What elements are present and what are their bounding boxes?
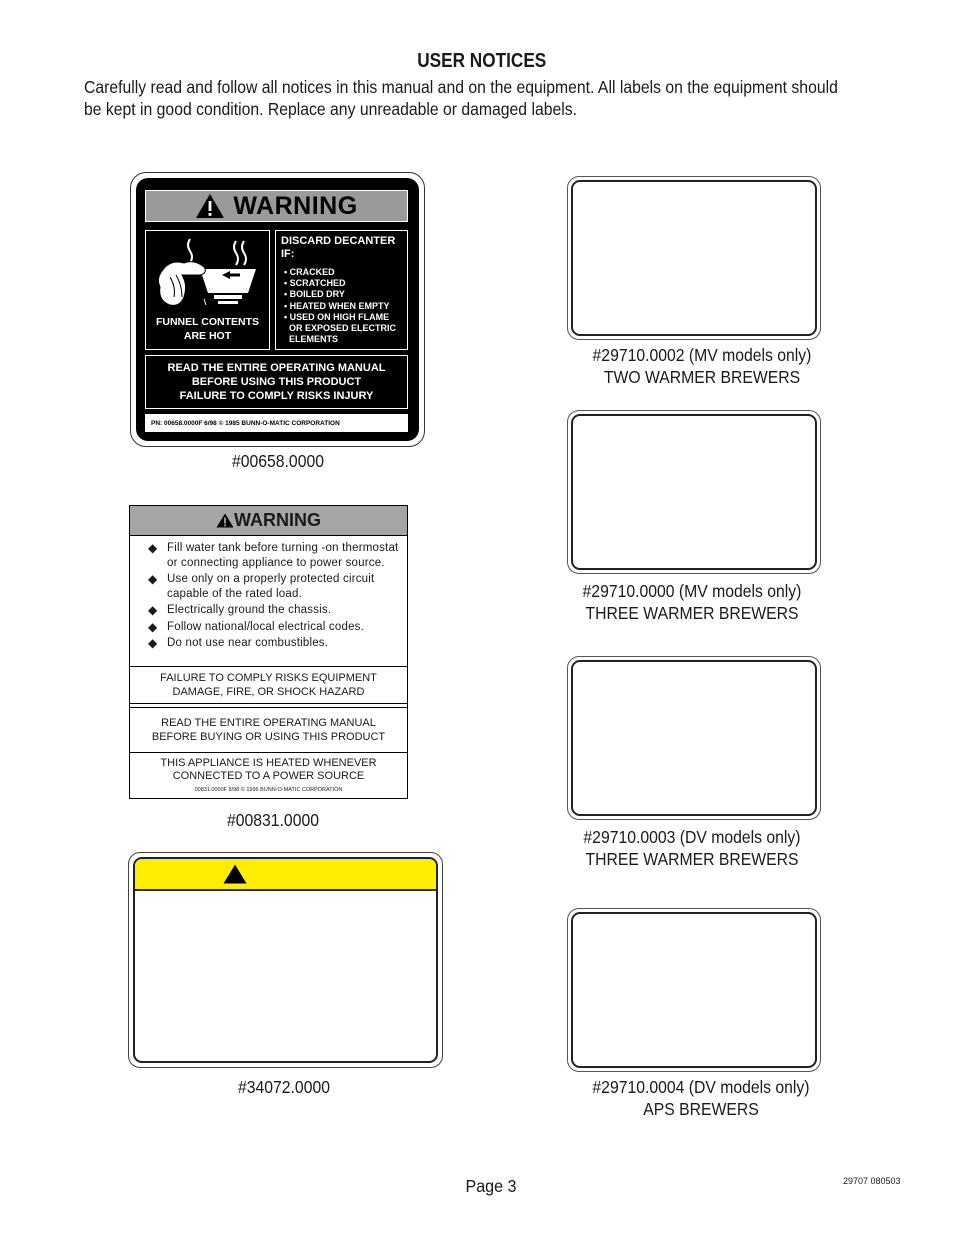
warning-label-00831 — [129, 505, 408, 799]
label-29710-0000 — [567, 410, 821, 574]
discard-decanter-panel — [275, 230, 408, 350]
text-line: DAMAGE, FIRE, OR SHOCK HAZARD — [172, 685, 365, 698]
intro-line: be kept in good condition. Replace any unreadable or damaged labels. — [84, 99, 577, 119]
item-text: Follow national/local electrical codes. — [167, 620, 365, 633]
warning-list — [148, 541, 401, 653]
diamond-bullet-icon: ◆ — [148, 541, 158, 555]
item-text: Fill water tank before turning -on thermostat or connecting appliance to power source. — [167, 542, 399, 569]
warning-word: WARNING — [234, 510, 321, 530]
caption-line: THREE WARMER BREWERS — [585, 849, 799, 869]
equipment-risk-box — [130, 666, 407, 704]
hot-funnel-panel — [145, 230, 270, 350]
warning-triangle-icon — [195, 193, 225, 219]
caution-label-34072 — [128, 852, 443, 1068]
yellow-header-band — [135, 859, 436, 891]
label-header — [130, 506, 407, 536]
diamond-bullet-icon: ◆ — [148, 636, 158, 650]
label-part-number: 00831.0000F 8/98 © 1996 BUNN-O-MATIC CORPORATION — [194, 786, 343, 793]
caption-29710-0004 — [580, 1076, 823, 1120]
funnel-hot-text — [146, 315, 269, 343]
list-item: • BOILED DRY — [284, 289, 345, 300]
item-text: Use only on a properly protected circuit capable of the rated load. — [167, 573, 375, 600]
caption-line: TWO WARMER BREWERS — [603, 367, 801, 387]
discard-heading — [281, 235, 402, 261]
caption-29710-0000 — [571, 580, 814, 624]
page-number: Page 3 — [465, 1176, 517, 1196]
list-item — [148, 572, 401, 601]
caption-line: #29710.0004 (DV models only) — [592, 1077, 810, 1097]
text-line: READ THE ENTIRE OPERATING MANUAL — [167, 362, 386, 374]
text-line: FAILURE TO COMPLY RISKS INJURY — [179, 390, 374, 402]
text-line: ARE HOT — [183, 330, 232, 342]
text-line: BEFORE USING THIS PRODUCT — [191, 376, 362, 388]
text-line: THIS APPLIANCE IS HEATED WHENEVER — [160, 756, 377, 769]
list-item — [148, 603, 401, 618]
caption-34072: #34072.0000 — [238, 1077, 330, 1097]
caption-line: THREE WARMER BREWERS — [585, 603, 799, 623]
warning-triangle-icon — [223, 864, 247, 884]
page-title: USER NOTICES — [417, 50, 547, 72]
label-border — [133, 857, 438, 1063]
list-item: OR EXPOSED ELECTRIC — [284, 323, 397, 334]
label-part-number: PN: 00658.0000F 6/98 © 1985 BUNN-O-MATIC CORPORATION — [145, 414, 408, 432]
list-item — [148, 620, 401, 635]
label-header — [145, 190, 408, 222]
list-item: • SCRATCHED — [284, 278, 346, 289]
intro-line: Carefully read and follow all notices in this manual and on the equipment. All labels on the equipment should — [84, 77, 838, 97]
list-item: • USED ON HIGH FLAME — [284, 311, 390, 322]
caption-line: #29710.0003 (DV models only) — [583, 827, 801, 847]
list-item — [148, 541, 401, 570]
warning-triangle-icon — [216, 513, 234, 528]
caption-29710-0002 — [581, 344, 824, 388]
caption-line: #29710.0000 (MV models only) — [582, 581, 802, 601]
read-manual-bar — [145, 355, 408, 409]
list-item: • CRACKED — [284, 267, 335, 277]
label-border — [571, 660, 817, 816]
read-manual-box — [130, 707, 407, 753]
list-item: • HEATED WHEN EMPTY — [284, 300, 390, 311]
label-border — [571, 414, 817, 570]
caption-line: #29710.0002 (MV models only) — [592, 345, 812, 365]
label-29710-0003 — [567, 656, 821, 820]
heated-appliance-box — [130, 752, 407, 797]
diamond-bullet-icon: ◆ — [148, 572, 158, 586]
diamond-bullet-icon: ◆ — [148, 603, 158, 617]
discard-list — [281, 267, 402, 345]
text-line: DISCARD DECANTER — [281, 235, 396, 247]
warning-word: WARNING — [233, 191, 358, 220]
label-border — [571, 912, 817, 1068]
text-line: FUNNEL CONTENTS — [155, 316, 260, 328]
item-text: Do not use near combustibles. — [167, 637, 329, 649]
text-line: READ THE ENTIRE OPERATING MANUAL — [161, 717, 376, 729]
label-black-field — [136, 178, 419, 441]
label-29710-0004 — [567, 908, 821, 1072]
list-item: ELEMENTS — [284, 334, 339, 345]
list-item — [148, 636, 401, 651]
hot-hand-icon — [156, 235, 261, 311]
document-id: 29707 080503 — [843, 1176, 901, 1186]
item-text: Electrically ground the chassis. — [167, 604, 332, 616]
diamond-bullet-icon: ◆ — [148, 619, 158, 634]
text-line: IF: — [281, 248, 295, 260]
intro-paragraph — [84, 76, 894, 120]
label-29710-0002 — [567, 176, 821, 340]
caption-29710-0003 — [571, 826, 814, 870]
label-border — [571, 180, 817, 336]
text-line: CONNECTED TO A POWER SOURCE — [172, 770, 365, 782]
text-line: BEFORE BUYING OR USING THIS PRODUCT — [151, 730, 386, 743]
caption-00831: #00831.0000 — [227, 810, 319, 830]
warning-label-00658 — [130, 172, 425, 447]
caption-00658: #00658.0000 — [232, 451, 324, 471]
caption-line: APS BREWERS — [643, 1099, 759, 1119]
text-line: FAILURE TO COMPLY RISKS EQUIPMENT — [160, 672, 377, 684]
